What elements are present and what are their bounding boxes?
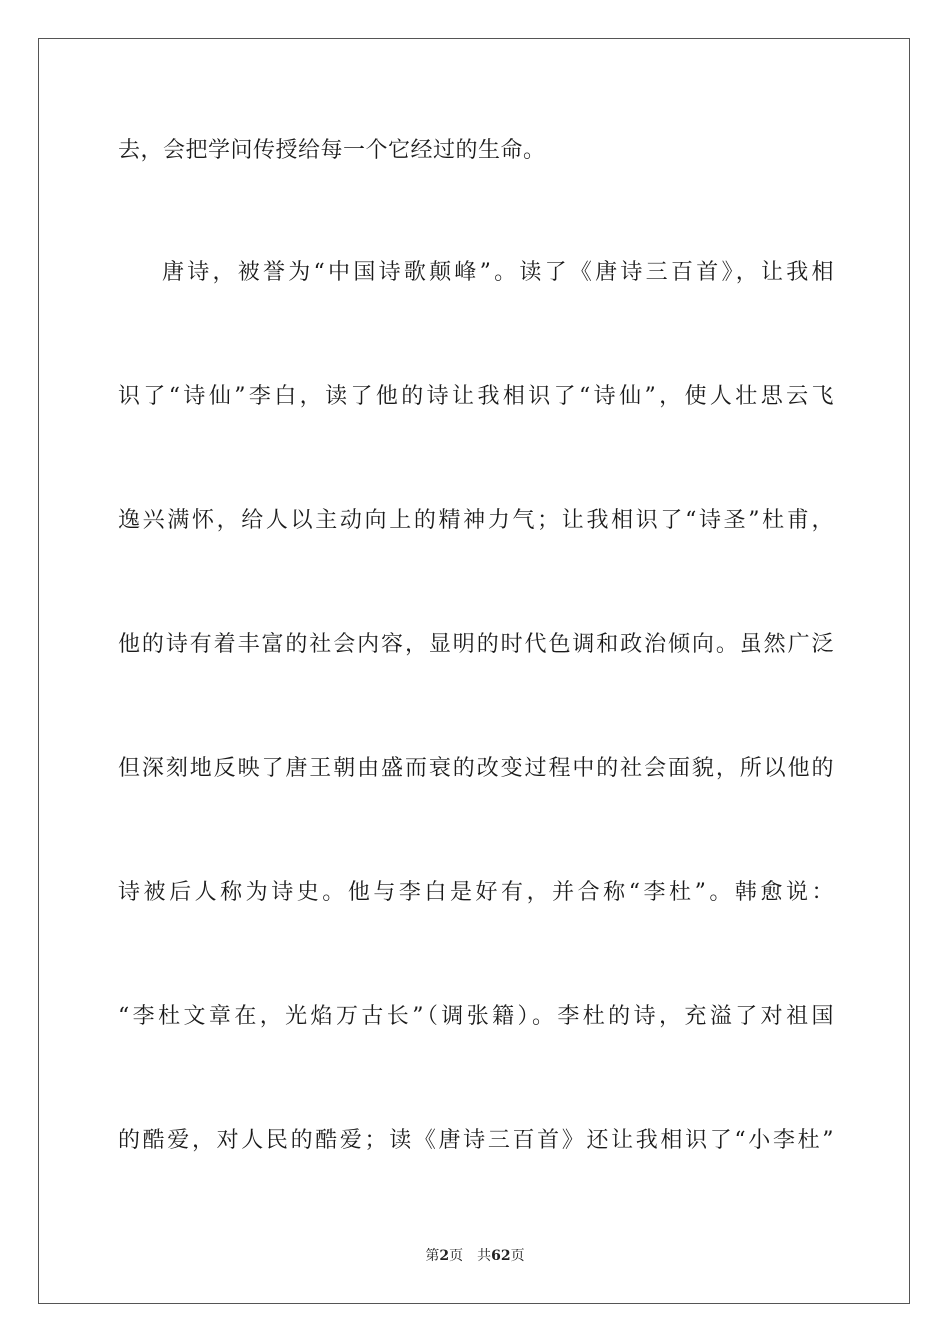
page-prefix: 第: [425, 1248, 440, 1264]
text-line-4: 逸兴满怀，给人以主动向上的精神力气；让我相识了“诗圣”杜甫，: [118, 508, 834, 533]
total-suffix: 页: [510, 1248, 525, 1264]
text-line-3: 识了“诗仙”李白，读了他的诗让我相识了“诗仙”，使人壮思云飞: [118, 384, 834, 409]
text-line-9: 的酷爱，对人民的酷爱；读《唐诗三百首》还让我相识了“小李杜”: [118, 1128, 834, 1153]
text-line-1: 去，会把学问传授给每一个它经过的生命。: [118, 138, 546, 163]
text-line-7: 诗被后人称为诗史。他与李白是好有，并合称“李杜”。韩愈说：: [118, 880, 834, 905]
text-line-5: 他的诗有着丰富的社会内容，显明的时代色调和政治倾向。虽然广泛: [118, 632, 834, 657]
page-number: 2: [439, 1248, 450, 1264]
text-line-6: 但深刻地反映了唐王朝由盛而衰的改变过程中的社会面貌，所以他的: [118, 756, 834, 781]
total-prefix: 共: [477, 1248, 492, 1264]
text-line-2: 唐诗，被誉为“中国诗歌颠峰”。读了《唐诗三百首》，让我相: [162, 260, 834, 285]
page-suffix: 页: [449, 1248, 464, 1264]
total-pages: 62: [491, 1248, 511, 1264]
page-footer: [0, 1245, 950, 1265]
page-border: [38, 38, 910, 1304]
text-line-8: “李杜文章在，光焰万古长”（调张籍）。李杜的诗，充溢了对祖国: [118, 1004, 834, 1029]
